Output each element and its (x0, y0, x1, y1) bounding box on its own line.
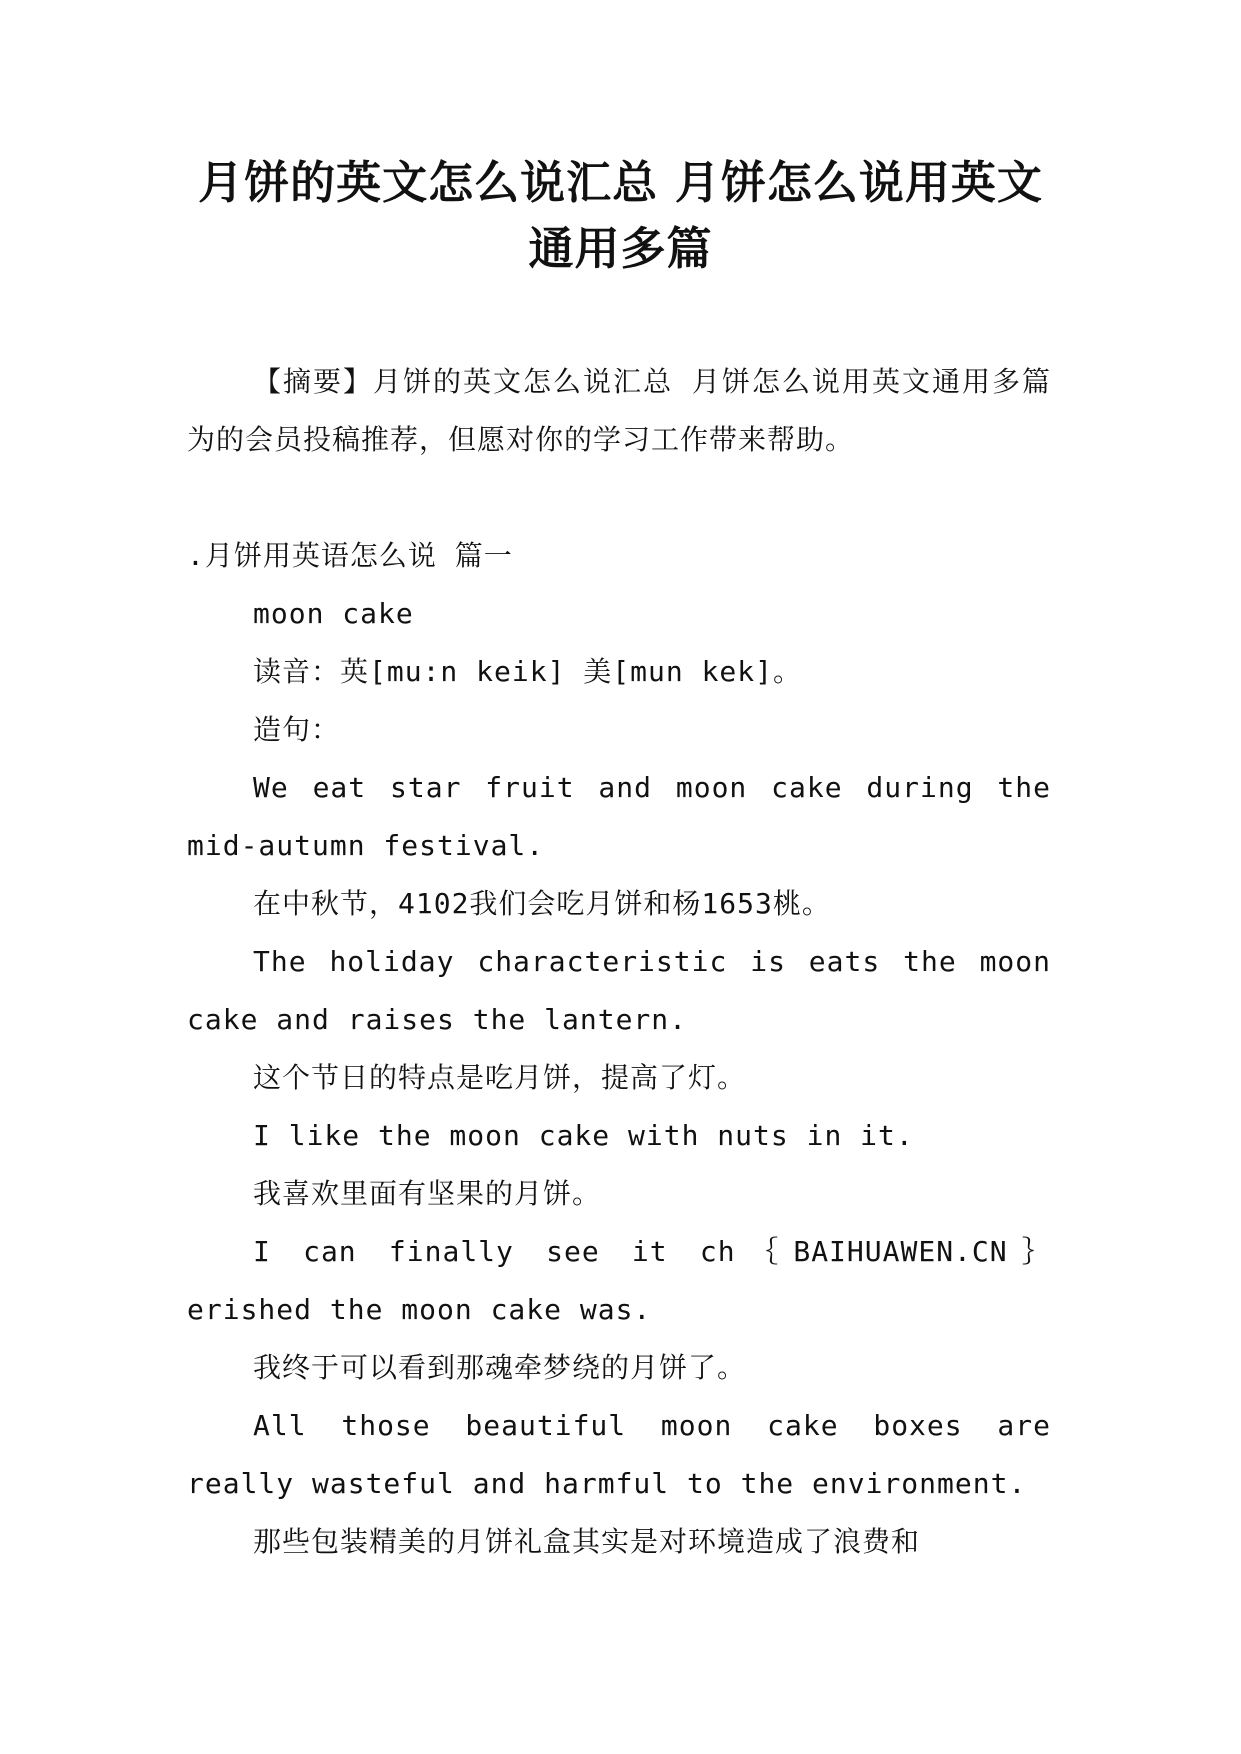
paragraph: 我喜欢里面有坚果的月饼。 (253, 1177, 602, 1210)
paragraph: I like the moon cake with nuts in it. (253, 1119, 914, 1152)
paragraph: moon cake (253, 597, 414, 630)
title-line-1: 月饼的英文怎么说汇总 月饼怎么说用英文 (198, 156, 1043, 209)
paragraph: All those beautiful moon cake boxes are really wasteful and harmful to the environment. (187, 1409, 1051, 1500)
paragraph: 那些包装精美的月饼礼盒其实是对环境造成了浪费和 (253, 1525, 921, 1558)
paragraph: 读音：英[mu:n keik] 美[mun kek]。 (253, 655, 803, 688)
paragraph: I can finally see it ch｛BAIHUAWEN.CN｝erished the moon cake was. (187, 1235, 1051, 1326)
paragraph: 我终于可以看到那魂牵梦绕的月饼了。 (253, 1351, 747, 1384)
section-heading: .月饼用英语怎么说 篇一 (187, 539, 513, 572)
paragraph: 这个节日的特点是吃月饼，提高了灯。 (253, 1061, 747, 1094)
document-body (187, 353, 1051, 1571)
paragraph: The holiday characteristic is eats the moon cake and raises the lantern. (187, 945, 1051, 1036)
paragraph: 在中秋节，4102我们会吃月饼和杨1653桃。 (253, 887, 831, 920)
title-line-2: 通用多篇 (528, 222, 713, 275)
paragraph: 造句： (253, 713, 341, 746)
abstract-paragraph: 【摘要】月饼的英文怎么说汇总 月饼怎么说用英文通用多篇为的会员投稿推荐，但愿对你的学习工作带来帮助。 (187, 365, 1051, 456)
paragraph: We eat star fruit and moon cake during the mid-autumn festival. (187, 771, 1051, 862)
document-title (150, 150, 1091, 282)
